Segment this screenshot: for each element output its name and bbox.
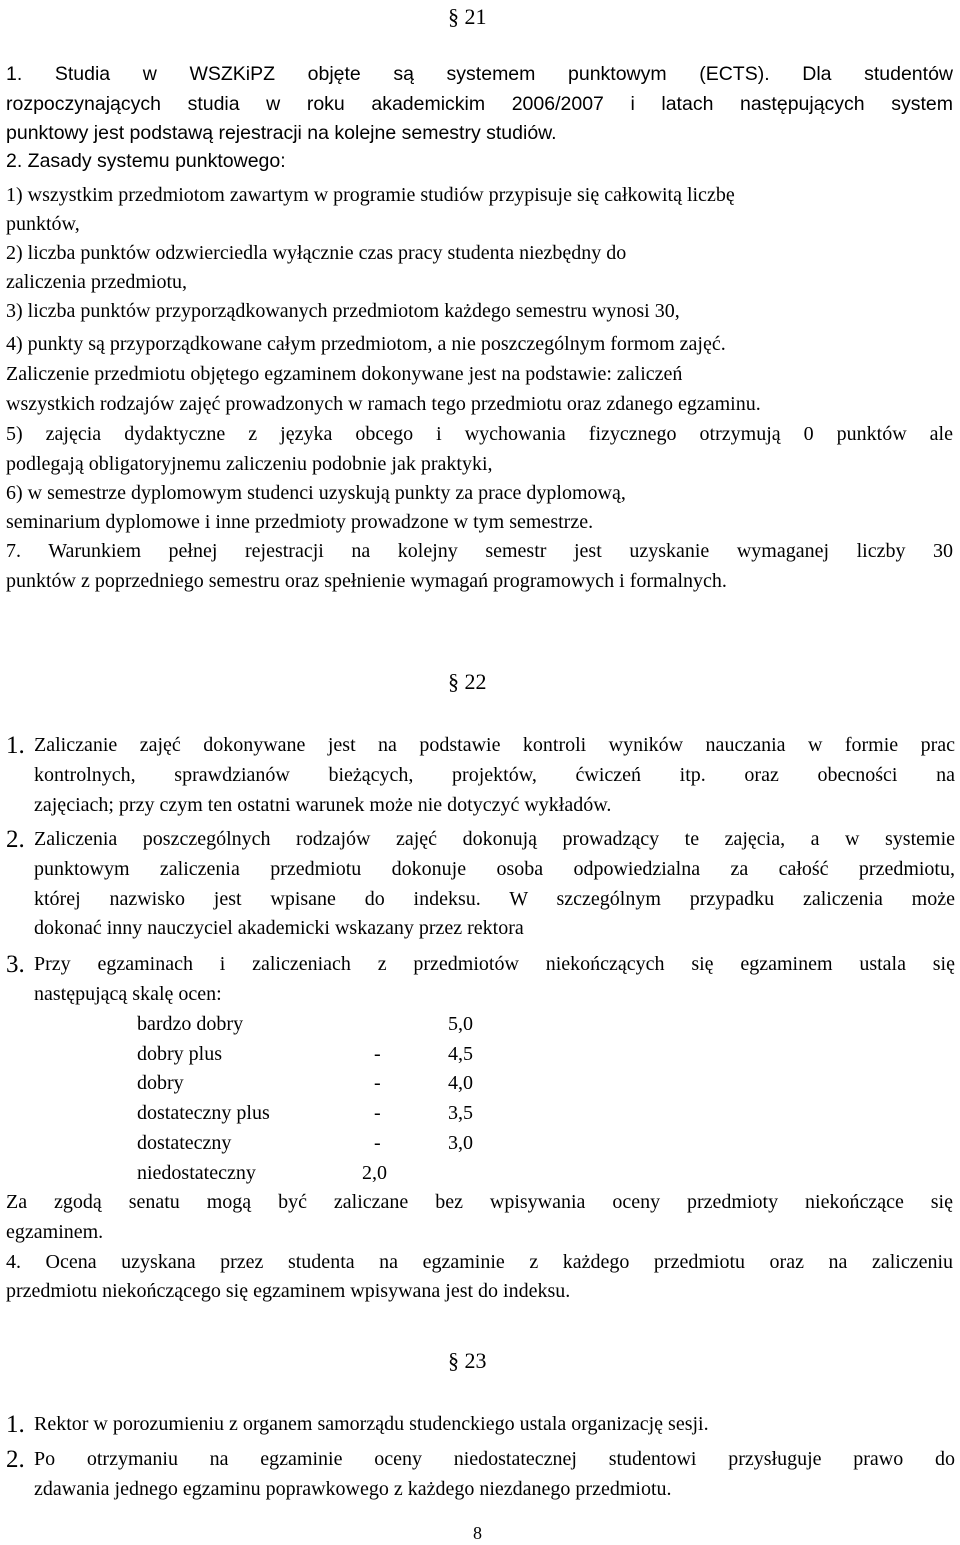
s22-item-1-line-2: kontrolnych, sprawdzianów bieżących, projektów, ćwiczeń itp. oraz obecności na [34,764,955,786]
s21-rule-line-7: Zaliczenie przedmiotu objętego egzaminem dokonywane jest na podstawie: zaliczeń [6,363,683,385]
grade-dash: - [374,1072,381,1094]
grade-name: dostateczny plus [137,1102,270,1124]
s22-item-2-line-4: dokonać inny nauczyciel akademicki wskazany przez rektora [34,917,524,939]
s21-rule5-line-2: podlegają obligatoryjnemu zaliczeniu podobnie jak praktyki, [6,453,493,475]
s21-p1-line-3: punktowy jest podstawą rejestracji na kolejne semestry studiów. [6,122,557,144]
grade-name: dobry [137,1072,184,1094]
s21-rule-line-5: 3) liczba punktów przyporządkowanych przedmiotom każdego semestru wynosi 30, [6,300,680,322]
s23-item-1-number: 1. [6,1411,25,1438]
s22-p4-line-2: przedmiotu niekończącego się egzaminem wpisywana jest do indeksu. [6,1280,571,1302]
grade-value: 4,5 [448,1043,473,1065]
s23-item-2-line-2: zdawania jednego egzaminu poprawkowego z każdego niezdanego przedmiotu. [34,1478,672,1500]
s21-rule5-line-1: 5) zajęcia dydaktyczne z języka obcego i wychowania fizycznego otrzymują 0 punktów ale [6,423,953,445]
grade-value: 3,0 [448,1132,473,1154]
grade-value: 5,0 [448,1013,473,1035]
grade-dash: - [374,1043,381,1065]
s22-p4-line-1: 4. Ocena uzyskana przez studenta na egzaminie z każdego przedmiotu oraz na zaliczeniu [6,1251,953,1273]
s22-item-1-line-3: zajęciach; przy czym ten ostatni warunek może nie dotyczyć wykładów. [34,794,612,816]
s21-p7-line-1: 7. Warunkiem pełnej rejestracji na kolejny semestr jest uzyskanie wymaganej liczby 30 [6,540,953,562]
section-22-heading: § 22 [448,669,487,694]
s21-rule6-line-2: seminarium dyplomowe i inne przedmioty prowadzone w tym semestrze. [6,511,594,533]
grade-value: 4,0 [448,1072,473,1094]
grade-value: 3,5 [448,1102,473,1124]
s23-item-2-line-1: Po otrzymaniu na egzaminie oceny niedostatecznej studentowi przysługuje prawo do [34,1448,955,1470]
section-23-heading: § 23 [448,1348,487,1373]
s21-rule-line-1: 1) wszystkim przedmiotom zawartym w programie studiów przypisuje się całkowitą liczbę [6,184,735,206]
page-number: 8 [473,1523,482,1543]
s22-item-2-line-1: Zaliczenia poszczególnych rodzajów zajęć dokonują prowadzący te zajęcia, a w systemie [34,828,955,850]
s21-rule-line-4: zaliczenia przedmiotu, [6,271,188,293]
s22-item-3-number: 3. [6,951,25,978]
s21-p2-lead: 2. Zasady systemu punktowego: [6,150,286,172]
s23-item-1-line-1: Rektor w porozumieniu z organem samorządu studenckiego ustala organizację sesji. [34,1413,709,1435]
grade-name: bardzo dobry [137,1013,244,1035]
s22-item-1-number: 1. [6,732,25,759]
s22-item-2-line-2: punktowym zaliczenia przedmiotu dokonuje osoba odpowiedzialna za całość przedmiotu, [34,858,955,880]
s22-item-3-line-1: Przy egzaminach i zaliczeniach z przedmiotów niekończących się egzaminem ustala się [34,953,955,975]
s21-p1-line-2: rozpoczynających studia w roku akademickim 2006/2007 i latach następujących system [6,93,953,115]
s22-item-2-number: 2. [6,826,25,853]
grade-dash: - [374,1132,381,1154]
grade-name: dostateczny [137,1132,232,1154]
s22-item-2-line-3: której nazwisko jest wpisane do indeksu. W szczególnym przypadku zaliczenia może [34,888,955,910]
s23-item-2-number: 2. [6,1446,25,1473]
grade-value: 2,0 [362,1162,387,1184]
grade-name: dobry plus [137,1043,222,1065]
s21-p7-line-2: punktów z poprzedniego semestru oraz spełnienie wymagań programowych i formalnych. [6,570,727,592]
grade-dash: - [374,1102,381,1124]
section-21-heading: § 21 [448,4,487,29]
s21-rule-line-3: 2) liczba punktów odzwierciedla wyłącznie czas pracy studenta niezbędny do [6,242,627,264]
s22-item-3-line-2: następującą skalę ocen: [34,983,222,1005]
s21-p1-line-1: 1. Studia w WSZKiPZ objęte są systemem punktowym (ECTS). Dla studentów [6,63,953,85]
s22-after-grades-line-1: Za zgodą senatu mogą być zaliczane bez wpisywania oceny przedmioty niekończące się [6,1191,953,1213]
s21-rule-line-8: wszystkich rodzajów zajęć prowadzonych w ramach tego przedmiotu oraz zdanego egzaminu. [6,393,761,415]
s22-item-1-line-1: Zaliczanie zajęć dokonywane jest na podstawie kontroli wyników nauczania w formie prac [34,734,955,756]
s21-rule-line-6: 4) punkty są przyporządkowane całym przedmiotom, a nie poszczególnym formom zajęć. [6,333,726,355]
s21-rule6-line-1: 6) w semestrze dyplomowym studenci uzyskują punkty za prace dyplomową, [6,482,626,504]
grade-name: niedostateczny [137,1162,256,1184]
s22-after-grades-line-2: egzaminem. [6,1221,104,1243]
s21-rule-line-2: punktów, [6,213,80,235]
